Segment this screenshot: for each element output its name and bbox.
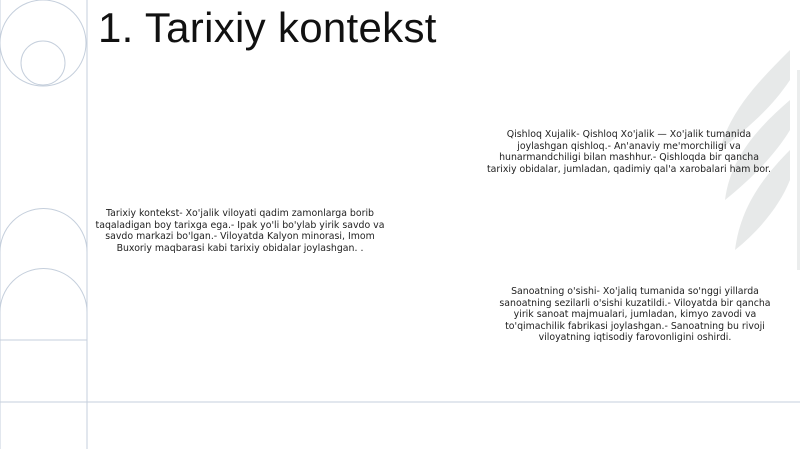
small-circle [21, 41, 65, 85]
slide-title: 1. Tarixiy kontekst [98, 4, 437, 51]
text-block-village: Qishloq Xujalik- Qishloq Xo'jalik — Xo'jalik tumanida joylashgan qishloq.- An'anaviy me'morchiligi va hunarmandchiligi bilan mashhur.- Qishloqda bir qancha tarixiy obidalar, jumladan, qadimiy qal'a xarobalari ham bor. [486, 129, 772, 175]
arch-upper [0, 208, 87, 252]
arch-lower [0, 269, 87, 313]
large-circle [0, 0, 86, 86]
text-block-historical-context: Tarixiy kontekst- Xo'jalik viloyati qadim zamonlarga borib taqaladigan boy tarixga ega.- Ipak yo'li bo'ylab yirik savdo va savdo markazi bo'lgan.- Viloyatda Kalyon minorasi, Imom Buxoriy maqbarasi kabi tarixiy obidalar joylashgan. . [95, 208, 385, 254]
text-block-industry: Sanoatning o'sishi- Xo'jaliq tumanida so'nggi yillarda sanoatning sezilarli o'sishi kuzatildi.- Viloyatda bir qancha yirik sanoat majmualari, jumladan, kimyo zavodi va to'qimachilik fabrikasi joylashgan.- Sanoatning bu rivoji viloyatning iqtisodiy farovonligini oshirdi. [499, 286, 771, 344]
